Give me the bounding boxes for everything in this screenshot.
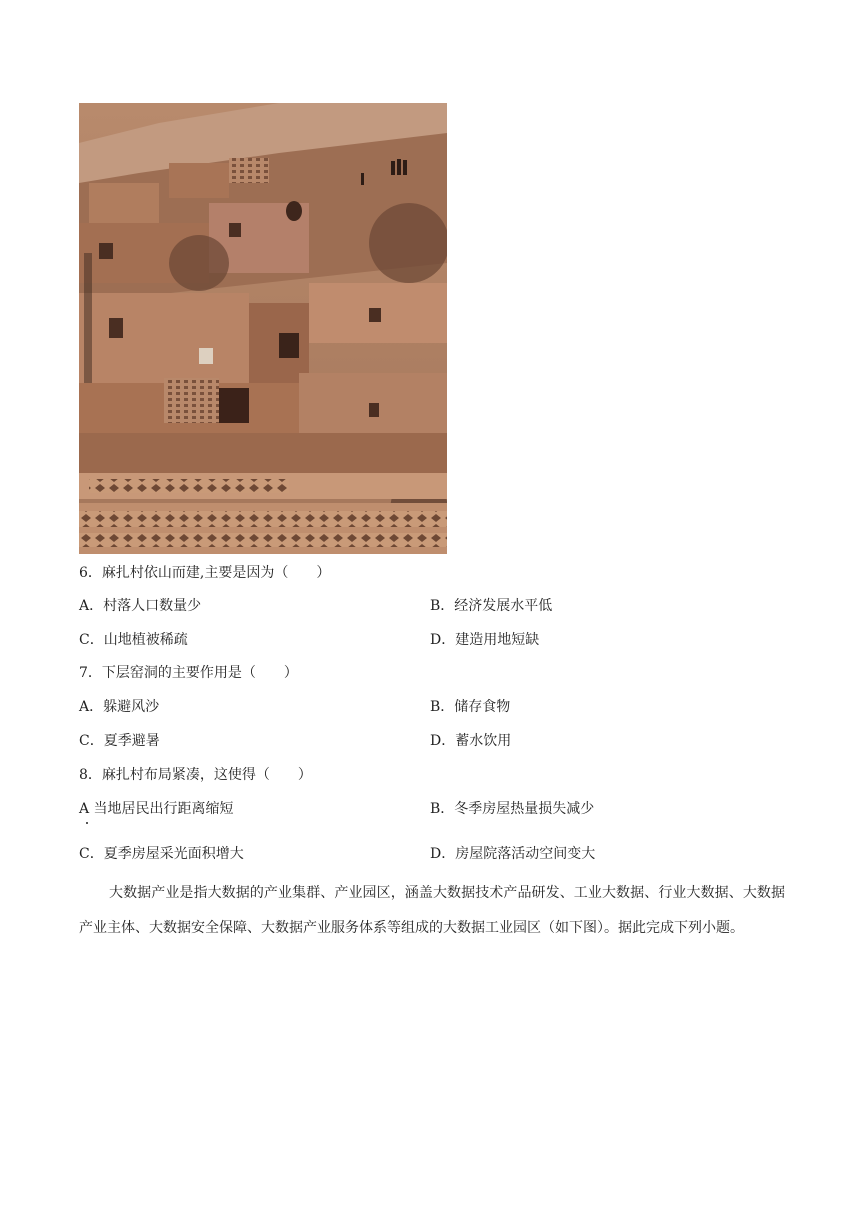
question-7-option-c[interactable]: C．夏季避暑	[79, 733, 160, 749]
question-8-option-b[interactable]: B．冬季房屋热量损失减少	[430, 801, 595, 817]
question-8-option-d[interactable]: D．房屋院落活动空间变大	[430, 846, 596, 862]
question-8-stem: 8．麻扎村布局紧凑，这使得（ ）	[79, 767, 312, 783]
big-data-passage: 大数据产业是指大数据的产业集群、产业园区，涵盖大数据技术产品研发、工业大数据、行业大数据、大数据产业主体、大数据安全保障、大数据产业服务体系等组成的大数据工业园区（如下图）。据此完成下列小题。	[79, 885, 785, 936]
question-6-option-d[interactable]: D．建造用地短缺	[430, 632, 540, 648]
question-7-stem: 7．下层窑洞的主要作用是（ ）	[79, 665, 298, 681]
question-6-option-c[interactable]: C．山地植被稀疏	[79, 632, 188, 648]
question-8-option-a[interactable]: A 当地居民出行距离缩短	[79, 801, 234, 817]
stray-dot-mark	[86, 822, 88, 824]
question-8-option-c[interactable]: C．夏季房屋采光面积增大	[79, 846, 244, 862]
question-6-option-b[interactable]: B．经济发展水平低	[430, 598, 553, 614]
question-6-stem: 6．麻扎村依山而建,主要是因为（ ）	[79, 565, 331, 581]
village-photo	[79, 103, 447, 554]
question-7-option-d[interactable]: D．蓄水饮用	[430, 733, 512, 749]
village-photo-icon	[79, 103, 447, 554]
question-6-option-a[interactable]: A．村落人口数量少	[79, 598, 202, 614]
question-7-option-a[interactable]: A．躲避风沙	[79, 699, 160, 715]
question-7-option-b[interactable]: B．储存食物	[430, 699, 511, 715]
